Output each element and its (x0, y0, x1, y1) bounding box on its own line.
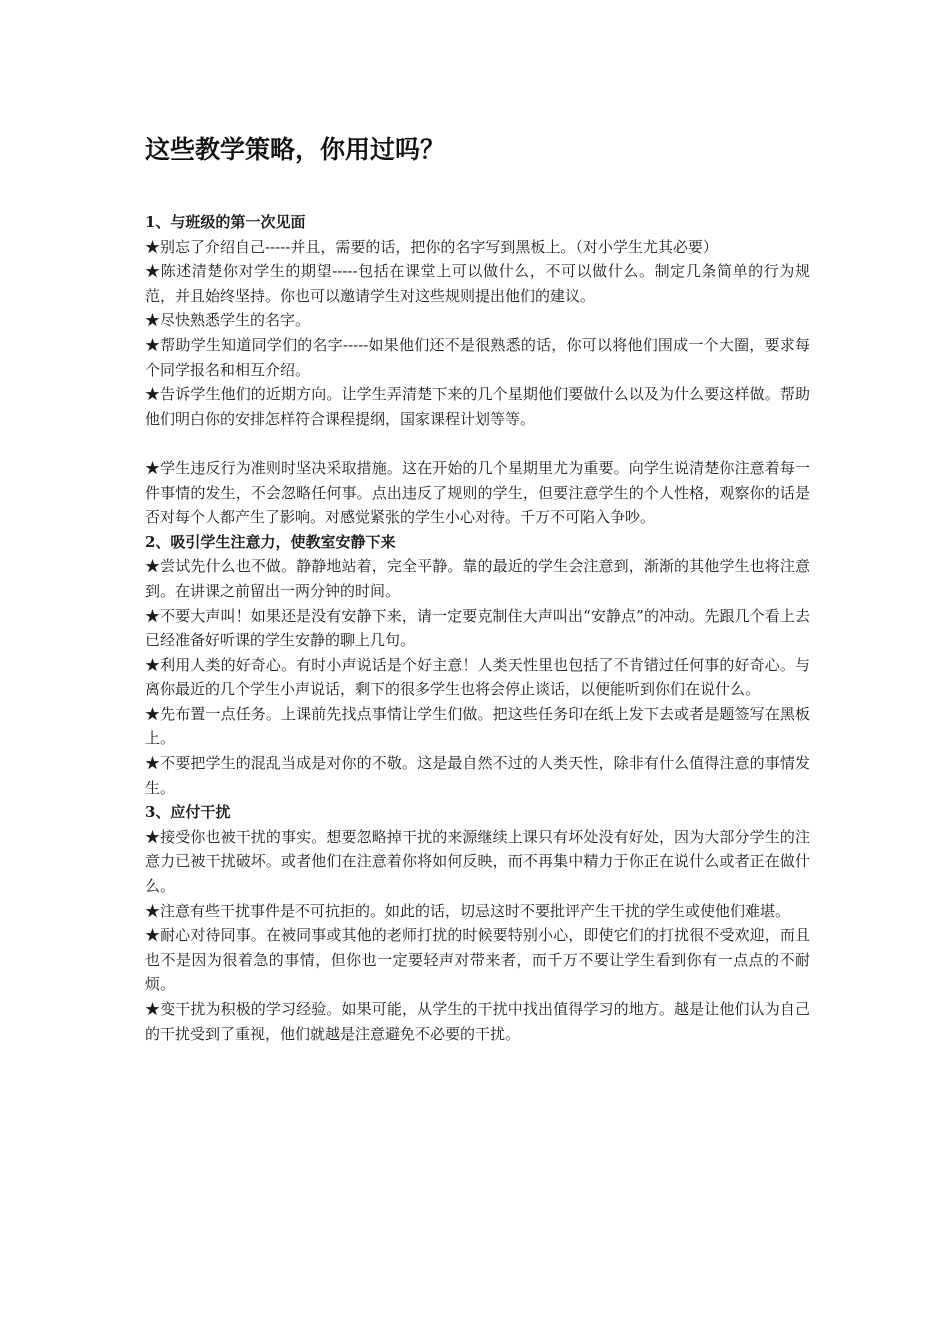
list-item: ★注意有些干扰事件是不可抗拒的。如此的话，切忌这时不要批评产生干扰的学生或使他们难堪。 (145, 901, 791, 920)
list-item: ★告诉学生他们的近期方向。让学生弄清楚下来的几个星期他们要做什么以及为什么要这样做。帮助他们明白你的安排怎样符合课程提纲，国家课程计划等等。 (145, 385, 810, 428)
list-item: ★不要大声叫！如果还是没有安静下来，请一定要克制住大声叫出“安静点”的冲动。先跟几个看上去已经准备好听课的学生安静的聊上几句。 (145, 606, 810, 650)
document-body (145, 210, 810, 1046)
section-heading: 1、与班级的第一次见面 (145, 213, 306, 231)
list-item: ★尝试先什么也不做。静静地站着，完全平静。靠的最近的学生会注意到，渐渐的其他学生也将注意到。在讲课之前留出一两分钟的时间。 (145, 557, 810, 600)
list-item: ★学生违反行为准则时坚决采取措施。这在开始的几个星期里尤为重要。向学生说清楚你注意着每一件事情的发生，不会忽略任何事。点出违反了规则的学生，但要注意学生的个人性格，观察你的话是否对每个人都产生了影响。对感觉紧张的学生小心对待。千万不可陷入争吵。 (145, 458, 810, 527)
list-item: ★尽快熟悉学生的名字。 (145, 311, 311, 330)
list-item: ★接受你也被干扰的事实。想要忽略掉干扰的来源继续上课只有坏处没有好处，因为大部分学生的注意力已被干扰破坏。或者他们在注意着你将如何反映，而不再集中精力于你正在说什么或者正在做什么。 (145, 827, 810, 896)
blank-line (145, 431, 810, 456)
list-item: ★耐心对待同事。在被同事或其他的老师打扰的时候要特别小心，即使它们的打扰很不受欢迎，而且也不是因为很着急的事情，但你也一定要轻声对带来者，而千万不要让学生看到你有一点点的不耐烦。 (145, 926, 810, 994)
section-heading: 2、吸引学生注意力，使教室安静下来 (145, 532, 396, 551)
list-item: ★帮助学生知道同学们的名字-----如果他们还不是很熟悉的话，你可以将他们围成一个大圈，要求每个同学报名和相互介绍。 (145, 335, 810, 379)
list-item: ★别忘了介绍自己-----并且，需要的话，把你的名字写到黑板上。（对小学生尤其必要） (145, 237, 718, 256)
list-item: ★先布置一点任务。上课前先找点事情让学生们做。把这些任务印在纸上发下去或者是题签写在黑板上。 (145, 704, 810, 748)
document-page (145, 130, 810, 1046)
list-item: ★不要把学生的混乱当成是对你的不敬。这是最自然不过的人类天性，除非有什么值得注意的事情发生。 (145, 754, 810, 797)
list-item: ★陈述清楚你对学生的期望-----包括在课堂上可以做什么，不可以做什么。制定几条简单的行为规范，并且始终坚持。你也可以邀请学生对这些规则提出他们的建议。 (145, 262, 810, 305)
list-item: ★变干扰为积极的学习经验。如果可能，从学生的干扰中找出值得学习的地方。越是让他们认为自己的干扰受到了重视，他们就越是注意避免不必要的干扰。 (145, 1000, 810, 1043)
document-title: 这些教学策略，你用过吗？ (145, 135, 446, 164)
list-item: ★利用人类的好奇心。有时小声说话是个好主意！人类天性里也包括了不肯错过任何事的好奇心。与离你最近的几个学生小声说话，剩下的很多学生也将会停止谈话，以便能听到你们在说什么。 (145, 655, 810, 699)
section-heading: 3、应付干扰 (145, 803, 231, 822)
